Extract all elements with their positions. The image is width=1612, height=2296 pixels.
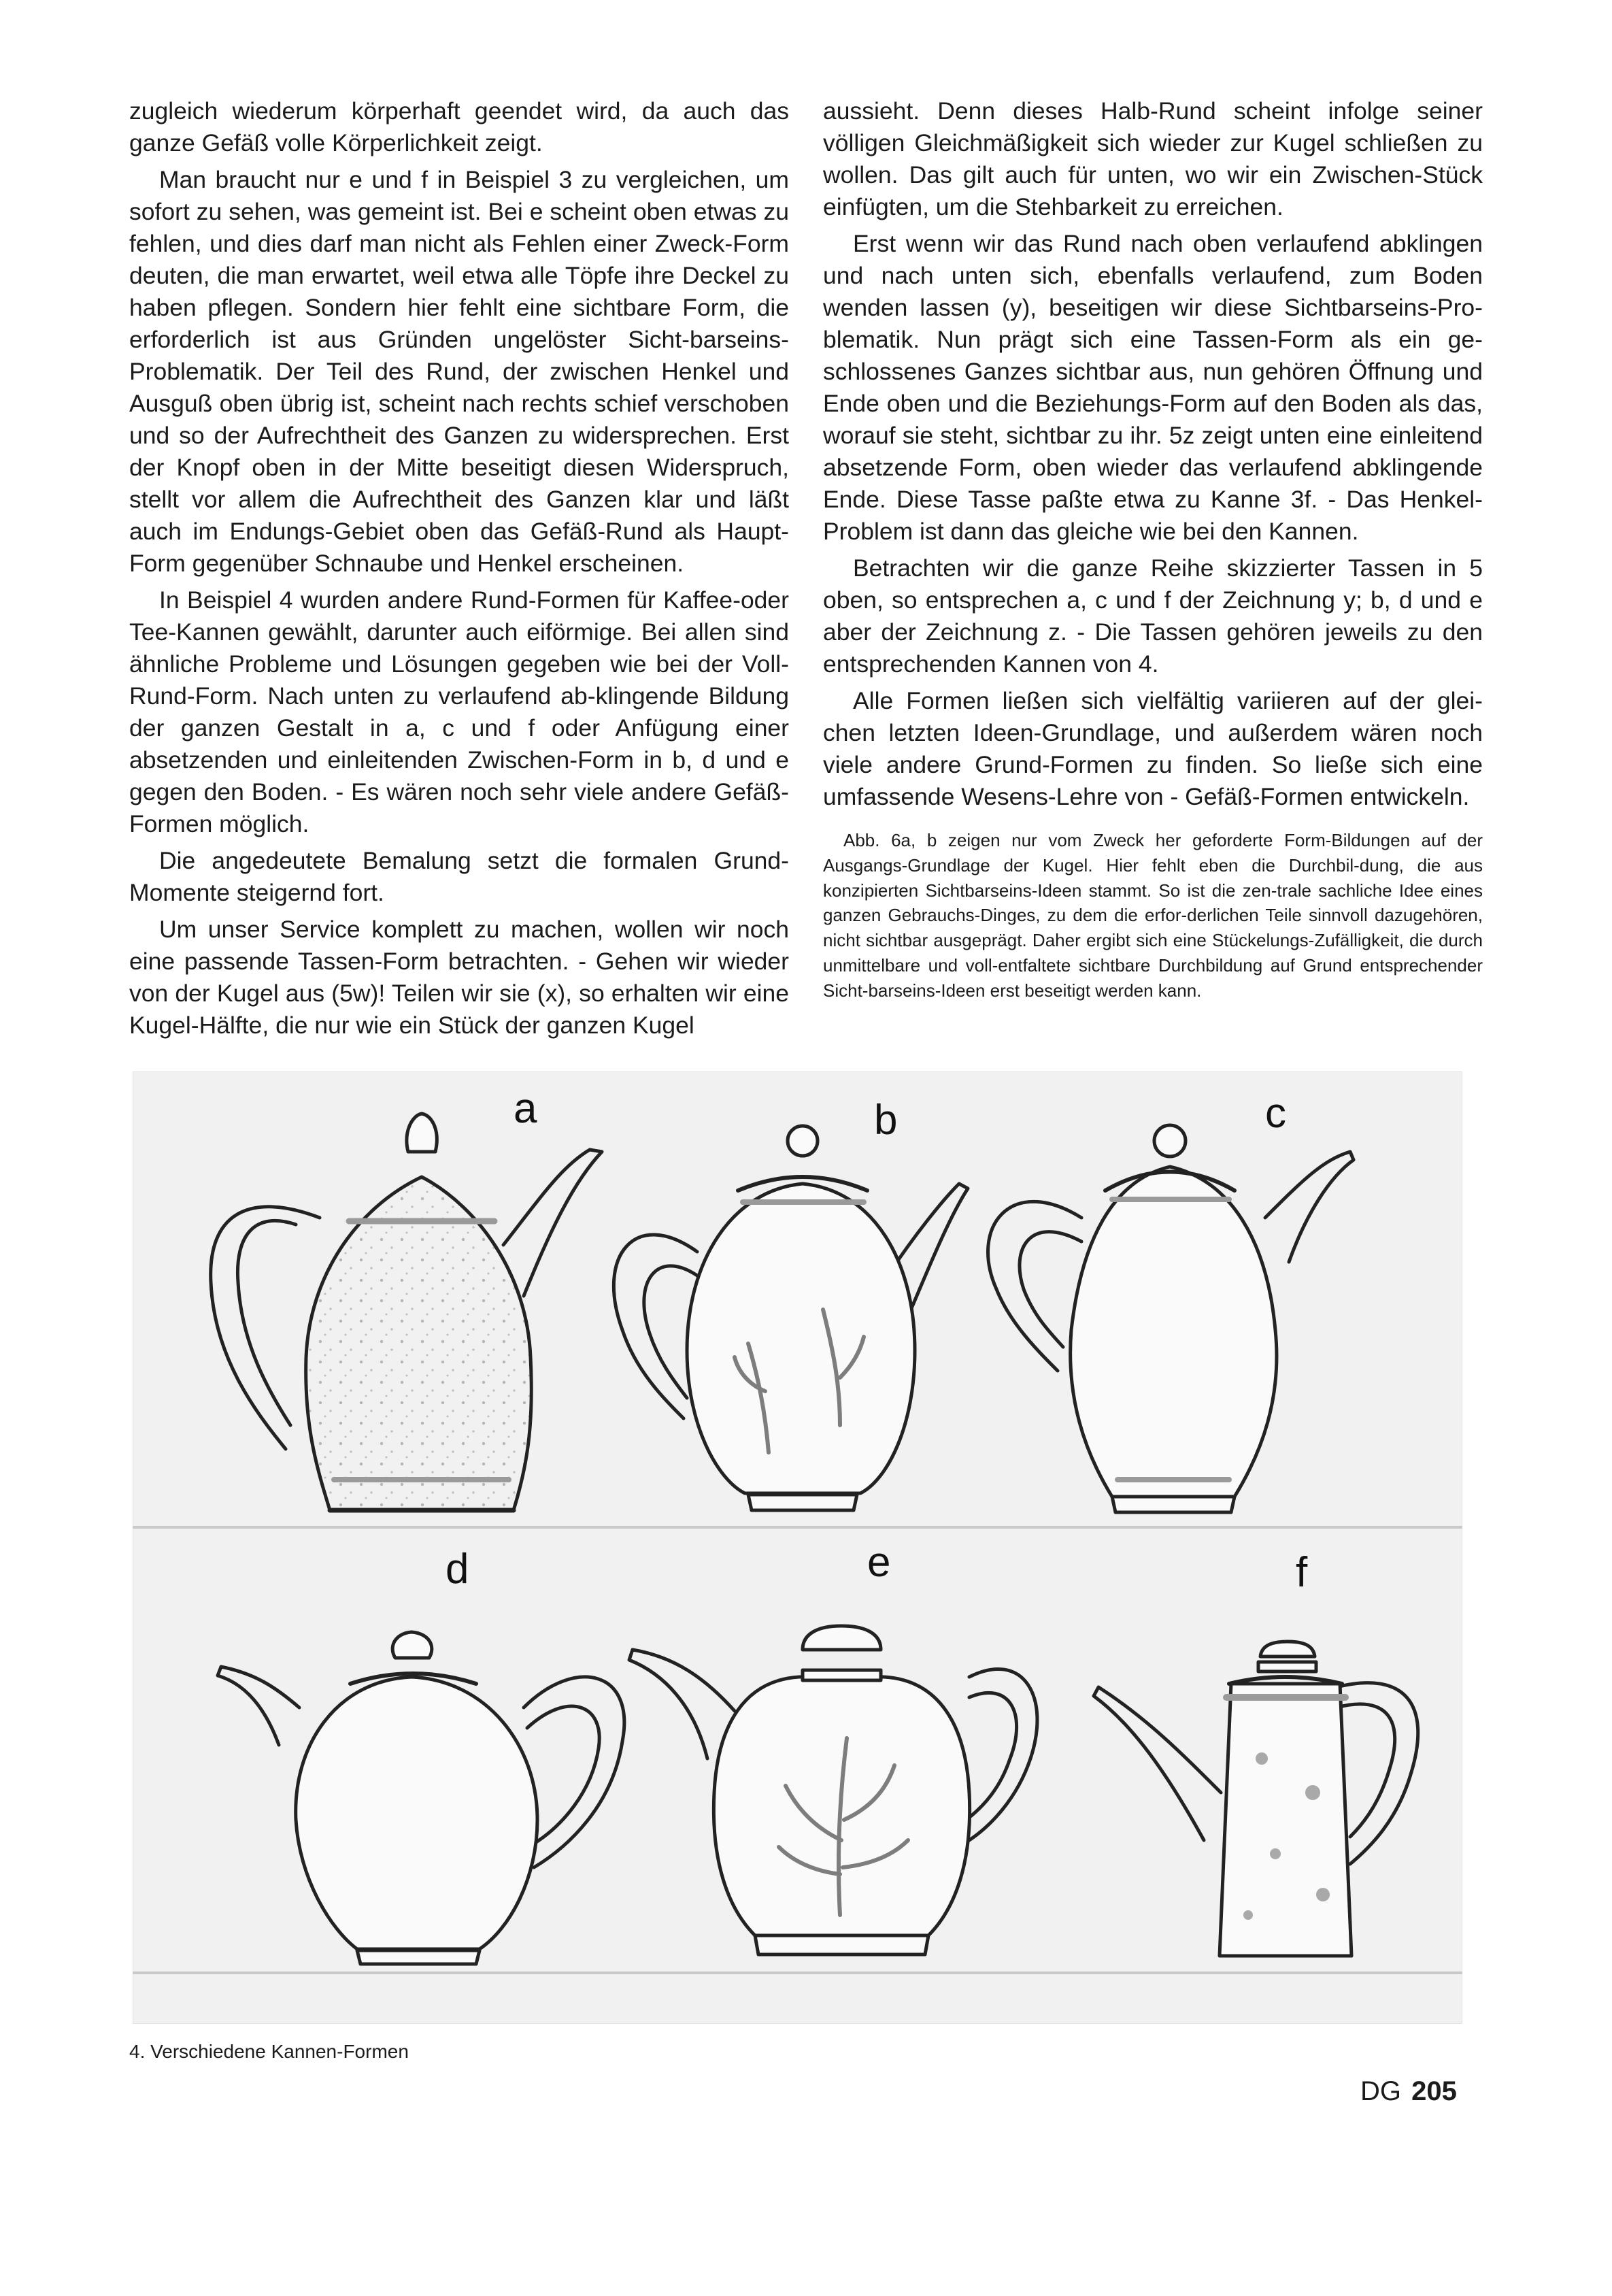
paragraph: Die angedeutete Bemalung setzt die formalen Grund-Momente steigernd fort.	[129, 847, 789, 906]
paragraph: In Beispiel 4 wurden andere Rund-Formen für Kaffee-oder Tee-Kannen gewählt, darunter auch eiförmige. Bei allen sind ähnliche Probleme und Lösungen gegeben wie bei der Voll-Rund-Form. Nach unten zu verlaufend ab-klingende Bildung der ganzen Gestalt in a, c und f oder Anfügung einer absetzenden und einleitenden Zwischen-Form in b, d und e gegen den Boden. - Es wären noch sehr viele andere Gefäß-Formen möglich.	[129, 586, 789, 837]
pot-label-f: f	[1296, 1549, 1308, 1596]
paragraph: Betrachten wir die ganze Reihe skizzierter Tassen in 5 oben, so entsprechen a, c und f der Zeichnung y; b, d und e aber der Zeichnung z. - Die Tassen gehören jeweils zu den entsprechenden Kannen von 4.	[823, 554, 1483, 678]
right-text-column	[823, 95, 1483, 1003]
paragraph: zugleich wiederum körperhaft geendet wird, da auch das ganze Gefäß volle Körperlichkeit zeigt.	[129, 97, 789, 156]
paragraph: Erst wenn wir das Rund nach oben verlaufend abklingen und nach unten sich, ebenfalls verlaufend, zum Boden wenden lassen (y), beseitigen wir diese Sichtbarseins-Pro-blematik. Nun prägt sich eine Tassen-Form als ein ge-schlossenes Ganzes sichtbar aus, nun gehören Öffnung und Ende oben und die Beziehungs-Form auf den Boden als das, worauf sie steht, sichtbar zu ihr. 5z zeigt unten eine einleitend absetzende Form, oben wieder das verlaufend abklingende Ende. Diese Tasse paßte etwa zu Kanne 3f. - Das Henkel-Problem ist dann das gleiche wie bei den Kannen.	[823, 230, 1483, 545]
pot-label-a: a	[514, 1085, 537, 1132]
teapot-illustration-plate	[133, 1071, 1462, 2024]
left-text-column	[129, 95, 789, 1042]
page-number: 205	[1411, 2076, 1457, 2106]
figure-caption: 4. Verschiedene Kannen-Formen	[129, 2041, 409, 2062]
paragraph: Um unser Service komplett zu machen, wollen wir noch eine passende Tassen-Form betrachten. - Gehen wir wieder von der Kugel aus (5w)! Teilen wir sie (x), so erhalten wir eine Kugel-Hälfte, die nur wie ein Stück der ganzen Kugel	[129, 916, 789, 1039]
journal-abbreviation: DG	[1360, 2076, 1401, 2106]
figure-6-note: Abb. 6a, b zeigen nur vom Zweck her geforderte Form-Bildungen auf der Ausgangs-Grundlage der Kugel. Hier fehlt eben die Durchbil-dung, die aus konzipierten Sichtbarseins-Ideen stammt. So ist die zen-trale sachliche Idee eines ganzen Gebrauchs-Dinges, zu dem die erfor-derlichen Teile sinnvoll dazugehören, nicht sichtbar ausgeprägt. Daher ergibt sich eine Stückelungs-Zufälligkeit, die durch unmittelbare und voll-entfaltete sichtbare Durchbildung auf Grund entsprechender Sicht-barseins-Ideen erst beseitigt werden kann.	[823, 830, 1483, 1001]
pot-label-c: c	[1265, 1090, 1286, 1137]
paragraph: Alle Formen ließen sich vielfältig variieren auf der glei-chen letzten Ideen-Grundlage, und außerdem wären noch viele andere Grund-Formen zu finden. So ließe sich eine umfassende Wesens-Lehre von - Gefäß-Formen entwickeln.	[823, 687, 1483, 810]
page-folio	[1360, 2075, 1457, 2108]
pot-label-b: b	[874, 1097, 898, 1144]
pot-label-e: e	[867, 1539, 891, 1586]
paragraph: Man braucht nur e und f in Beispiel 3 zu vergleichen, um sofort zu sehen, was gemeint ist. Bei e scheint oben etwas zu fehlen, und dies darf man nicht als Fehlen einer Zweck-Form deuten, die man erwartet, weil etwa alle Töpfe ihre Deckel zu haben pflegen. Sondern hier fehlt eine sichtbare Form, die erforderlich ist aus Gründen ungelöster Sicht-barseins-Problematik. Der Teil des Rund, der zwischen Henkel und Ausguß oben übrig ist, scheint nach rechts schief verschoben und so der Aufrechtheit des Ganzen zu widersprechen. Erst der Knopf oben in der Mitte beseitigt diesen Widerspruch, stellt vor allem die Aufrechtheit des Ganzen klar und läßt auch im Endungs-Gebiet oben das Gefäß-Rund als Haupt-Form gegenüber Schnaube und Henkel erscheinen.	[129, 166, 789, 577]
paragraph: aussieht. Denn dieses Halb-Rund scheint infolge seiner völligen Gleichmäßigkeit sich wieder zur Kugel schließen zu wollen. Das gilt auch für unten, wo wir ein Zwischen-Stück einfügten, um die Stehbarkeit zu erreichen.	[823, 97, 1483, 220]
pot-label-d: d	[446, 1546, 469, 1593]
